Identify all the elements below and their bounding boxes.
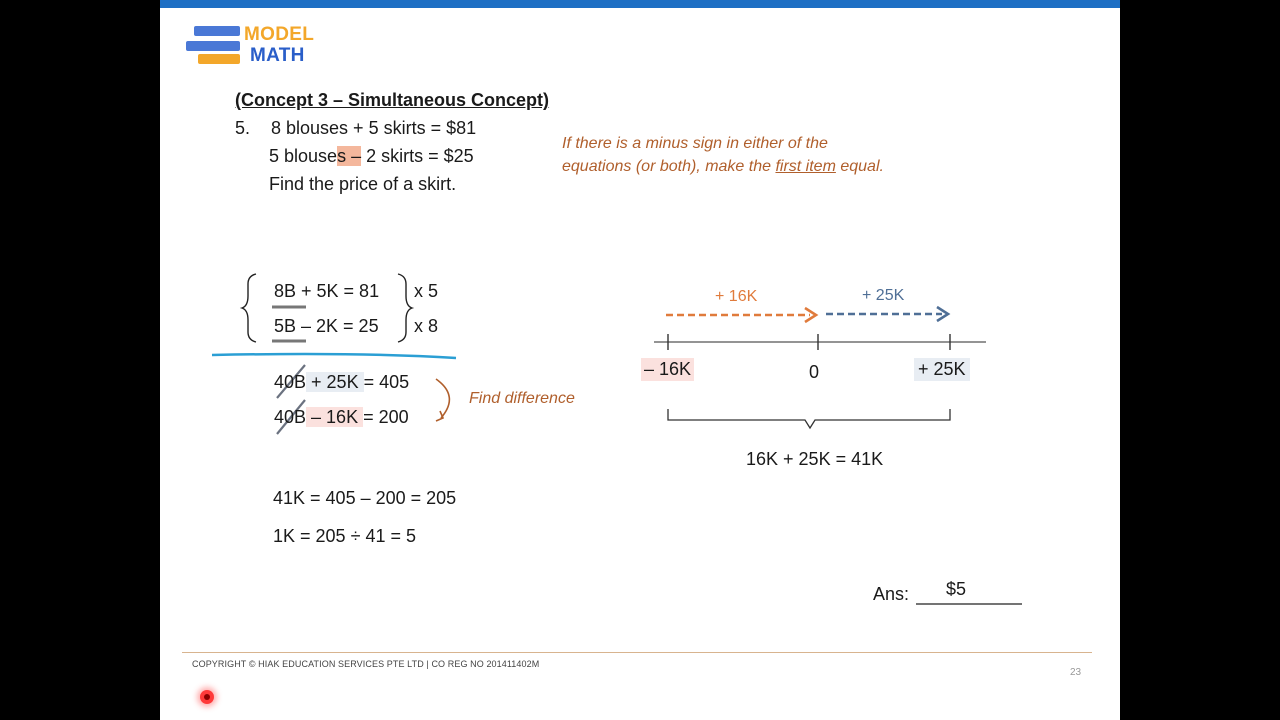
arrow-25k-label: + 25K	[862, 287, 905, 304]
answer-label: Ans:	[873, 584, 910, 604]
find-difference-label: Find difference	[469, 390, 575, 407]
minus-highlight: s –	[337, 146, 362, 166]
page-number: 23	[1070, 667, 1082, 678]
right-brace	[398, 274, 412, 342]
r2-term-b: 40B	[274, 407, 307, 427]
arrow-16k-label: + 16K	[715, 288, 758, 305]
tip-line-2-pre: equations (or both), make the	[562, 158, 776, 175]
working-strokes	[160, 0, 1120, 720]
r1-total: = 405	[363, 372, 410, 392]
equation-1: 8B + 5K = 81	[274, 281, 380, 301]
question-line-1: 8 blouses + 5 skirts = $81	[271, 118, 477, 138]
step-1-lhs: 41K =	[273, 488, 326, 508]
numberline-left-label: – 16K	[641, 358, 694, 381]
recording-indicator-icon	[200, 690, 214, 704]
numberline-zero-label: 0	[809, 362, 820, 382]
step-2: 1K = 205 ÷ 41 = 5	[273, 526, 416, 546]
left-brace	[242, 274, 256, 342]
numberline-right-label: + 25K	[914, 358, 970, 381]
difference-arrow-head	[436, 411, 443, 421]
r1-term-b: 40B	[274, 372, 307, 392]
answer-value: $5	[946, 579, 967, 599]
logo-text-model: MODEL	[244, 24, 315, 45]
tip-line-2-post: equal.	[835, 158, 884, 175]
difference-arrow	[436, 379, 449, 418]
slide	[160, 0, 1120, 720]
numberline-sum: 16K + 25K = 41K	[746, 449, 884, 469]
logo-text-math: MATH	[250, 45, 305, 66]
sum-brace	[668, 409, 950, 428]
multiplier-2: x 8	[414, 316, 439, 336]
equation-2: 5B – 2K = 25	[274, 316, 379, 336]
question-line-2-pre: 5 blouse	[269, 146, 338, 166]
multiplier-1: x 5	[414, 281, 439, 301]
page-title: (Concept 3 – Simultaneous Concept)	[235, 90, 550, 110]
result-row-2	[274, 407, 409, 428]
question-line-3: Find the price of a skirt.	[269, 174, 457, 194]
r2-total: = 200	[363, 407, 409, 427]
question-line-2-post: 2 skirts = $25	[361, 146, 474, 166]
arrow-16k-head	[805, 308, 816, 322]
result-row-1	[274, 372, 409, 393]
step-1-rhs: 405 – 200 = 205	[325, 488, 457, 508]
tip-line-1: If there is a minus sign in either of the	[562, 135, 828, 152]
cyan-divider	[212, 354, 456, 358]
footer-divider	[182, 652, 1092, 653]
r1-term-k: + 25K	[306, 372, 364, 392]
r2-term-k: – 16K	[306, 407, 364, 427]
step-1	[273, 488, 456, 509]
tip-underline: first item	[775, 158, 836, 175]
copyright: COPYRIGHT © HIAK EDUCATION SERVICES PTE LTD | CO REG NO 201411402M	[192, 659, 540, 669]
question-number: 5.	[235, 118, 251, 138]
